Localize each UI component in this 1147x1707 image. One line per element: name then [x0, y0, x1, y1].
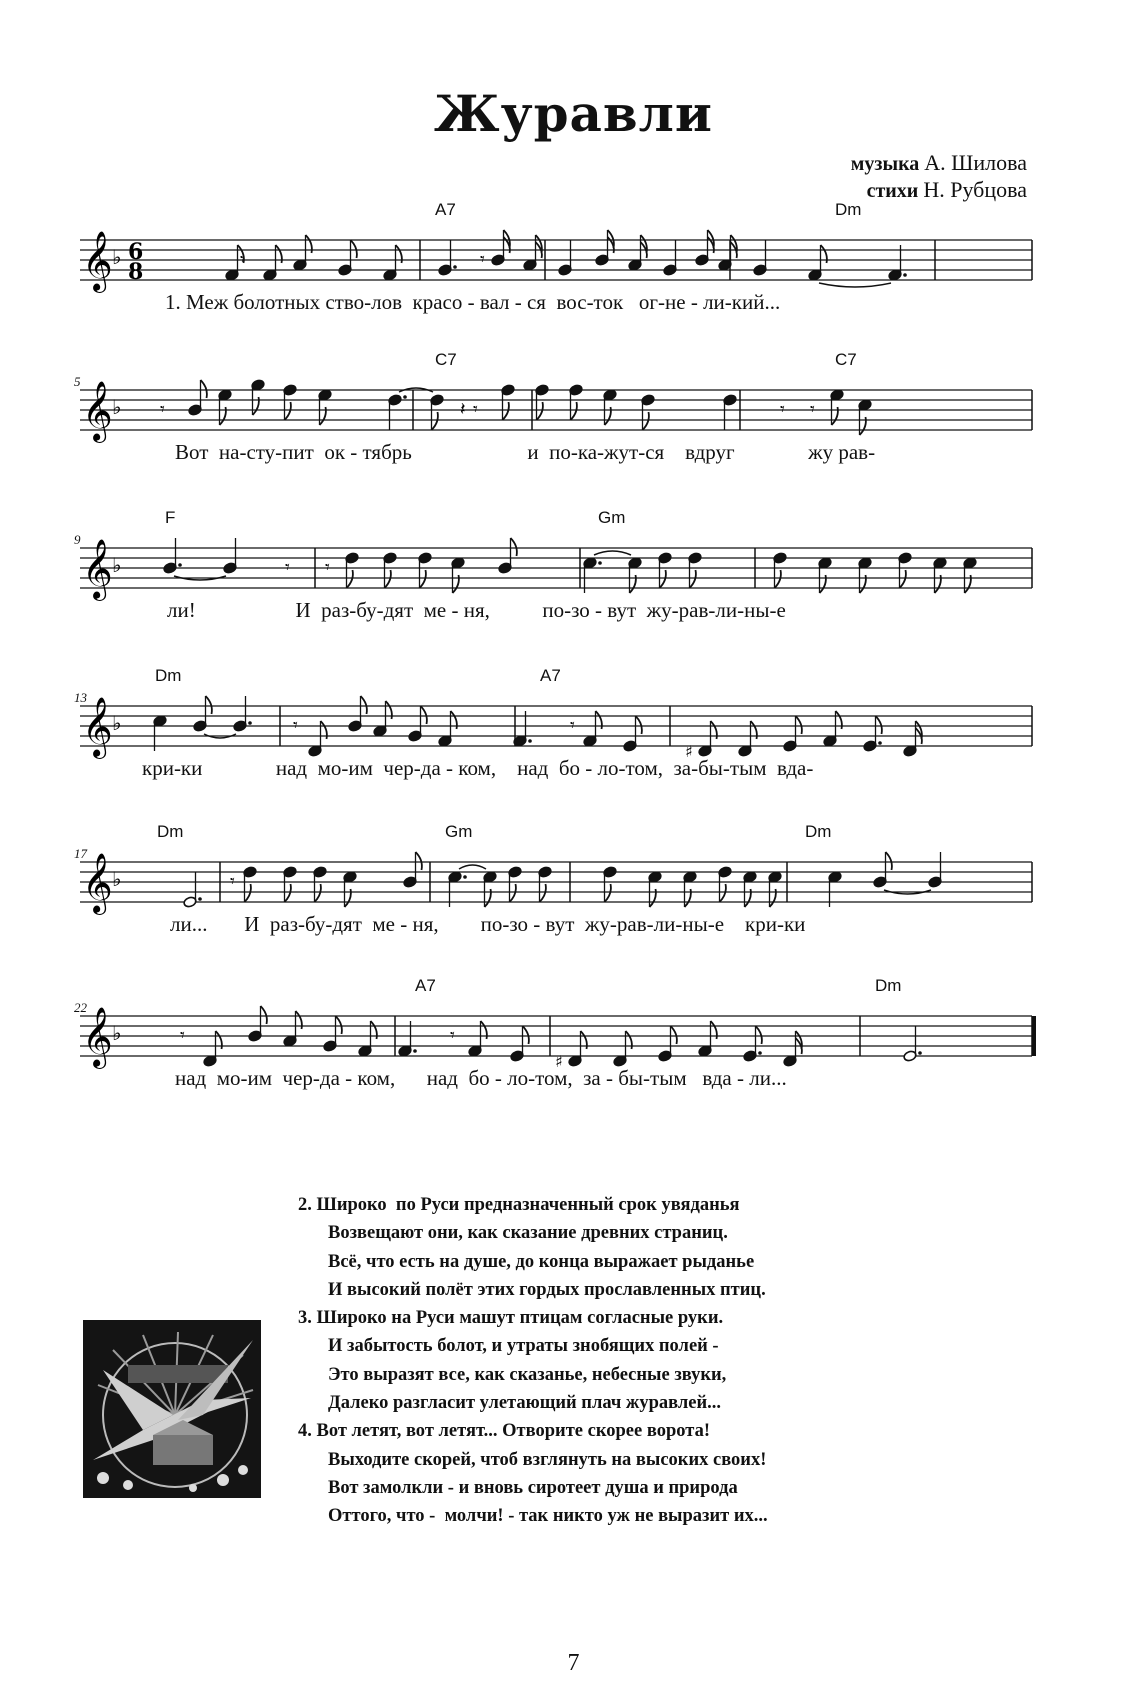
svg-text:𝄾: 𝄾 [570, 715, 575, 736]
note-icon [928, 852, 942, 888]
staff-system [80, 200, 1035, 338]
treble-clef-icon: 𝄞 [82, 381, 113, 441]
measure-number: 22 [74, 1000, 87, 1015]
flat-key-signature-icon: ♭ [112, 867, 122, 891]
flat-key-signature-icon: ♭ [112, 395, 122, 419]
flat-key-signature-icon: ♭ [112, 553, 122, 577]
flat-key-signature-icon: ♭ [112, 1021, 122, 1045]
svg-text:𝄾: 𝄾 [810, 399, 815, 420]
note-icon [603, 866, 617, 902]
chord-symbol: Dm [155, 666, 182, 685]
note-icon [663, 240, 677, 276]
chord-symbol: Dm [805, 822, 832, 841]
rest-icon [293, 715, 298, 736]
sharp-icon: ♯ [555, 1052, 563, 1071]
staff-system [74, 666, 1035, 804]
lyrics-line: ли... И раз-бу-дят ме - ня, по-зо - вут жу-рав-ли-ны-е кри-ки [170, 912, 806, 936]
note-icon [223, 538, 237, 574]
verse-line: 4. Вот летят, вот летят... Отворите скорее ворота! [298, 1421, 710, 1442]
verse-line: Это выразят все, как сказанье, небесные звуки, [328, 1364, 727, 1385]
verse-line: Всё, что есть на душе, до конца выражает рыданье [328, 1251, 755, 1272]
note-icon [383, 552, 397, 588]
note-icon [873, 852, 892, 888]
note-icon [323, 1016, 342, 1052]
note-icon [408, 706, 427, 742]
measure-number: 17 [74, 846, 87, 861]
chord-symbol: A7 [435, 200, 456, 219]
staff-system [74, 350, 1035, 488]
svg-text:𝄾: 𝄾 [285, 557, 290, 578]
chord-symbol: F [165, 508, 176, 527]
flat-key-signature-icon: ♭ [112, 245, 122, 269]
note-icon [233, 696, 252, 732]
staff-system [74, 508, 1035, 646]
measure-number: 5 [74, 374, 81, 389]
lyrics-line: над мо-им чер-да - ком, над бо - ло-том, за - бы-тым вда - ли... [175, 1066, 787, 1090]
note-icon [898, 552, 912, 588]
note-icon [508, 866, 522, 902]
note-icon [403, 852, 422, 888]
note-icon [430, 394, 444, 430]
note-icon [498, 538, 517, 574]
rest-icon [285, 557, 290, 578]
verse-line: Далеко разгласит улетающий плач журавлей... [328, 1393, 721, 1414]
treble-clef-icon: 𝄞 [82, 539, 113, 599]
rest-icon [450, 1025, 455, 1046]
note-icon [558, 240, 572, 276]
note-icon [569, 384, 583, 420]
chord-symbol: Gm [598, 508, 626, 527]
note-icon [555, 1031, 587, 1071]
note-icon [538, 866, 552, 902]
note-icon [188, 380, 207, 416]
note-icon [783, 716, 802, 752]
note-icon [718, 866, 732, 902]
verse-line: Вот замолкли - и вновь сиротеет душа и природа [328, 1477, 738, 1498]
verses-block [298, 1191, 768, 1531]
tie-icon [819, 283, 891, 287]
page-number: 7 [567, 1650, 580, 1676]
note-icon [338, 240, 357, 276]
note-icon [248, 1006, 267, 1042]
note-icon [348, 696, 367, 732]
svg-text:𝄾: 𝄾 [240, 249, 245, 270]
chord-symbol: Dm [835, 200, 862, 219]
tie-icon [459, 865, 486, 869]
rest-icon [473, 399, 478, 420]
time-signature-top: 6 [128, 239, 144, 265]
verse-line: Выходите скорей, чтоб взглянуть на высоких своих! [328, 1449, 767, 1470]
svg-text:𝄾: 𝄾 [325, 557, 330, 578]
note-icon [510, 1026, 529, 1062]
note-icon [193, 696, 212, 732]
note-icon [723, 394, 737, 430]
note-icon [595, 230, 614, 266]
note-icon [685, 721, 717, 761]
lyrics-line: 1. Меж болотных ство-лов красо - вал - ся вос-ток ог-не - ли-кий... [165, 290, 781, 314]
sharp-icon: ♯ [685, 742, 693, 761]
lyrics-line: ли! И раз-бу-дят ме - ня, по-зо - вут жу-рав-ли-ны-е [167, 598, 786, 622]
rest-icon [180, 1025, 185, 1046]
lyrics-credit [851, 177, 1027, 204]
rest-icon [570, 715, 575, 736]
composer: А. Шилова [924, 150, 1027, 175]
note-icon [438, 240, 457, 276]
note-icon [658, 1026, 677, 1062]
rest-icon [480, 249, 485, 270]
chord-symbol: Gm [445, 822, 473, 841]
note-icon [243, 866, 257, 902]
note-icon [695, 230, 714, 266]
note-icon [658, 552, 672, 588]
lyrics-line: Вот на-сту-пит ок - тябрь и по-ка-жут-ся вдруг жу рав- [175, 440, 876, 464]
note-icon [163, 538, 182, 574]
svg-text:𝄾: 𝄾 [293, 715, 298, 736]
chord-symbol: Dm [875, 976, 902, 995]
svg-text:𝄾: 𝄾 [450, 1025, 455, 1046]
treble-clef-icon: 𝄞 [82, 231, 113, 291]
measure-number: 9 [74, 532, 81, 547]
credits [851, 150, 1027, 204]
note-icon [183, 872, 202, 908]
rest-icon [230, 871, 235, 892]
crane-woodcut-icon [83, 1320, 261, 1498]
note-icon [491, 230, 510, 266]
staff-system [74, 822, 1035, 960]
music-label: музыка [850, 153, 920, 175]
note-icon [283, 384, 297, 420]
treble-clef-icon: 𝄞 [82, 1007, 113, 1067]
chord-symbol: C7 [435, 350, 457, 369]
svg-text:𝄾: 𝄾 [230, 871, 235, 892]
rest-icon [460, 399, 466, 420]
note-icon [418, 552, 432, 588]
lyricist: Н. Рубцова [923, 177, 1027, 202]
note-icon [773, 552, 787, 588]
note-icon [345, 552, 359, 588]
note-icon [903, 1026, 922, 1062]
note-icon [535, 384, 549, 420]
svg-text:𝄾: 𝄾 [480, 249, 485, 270]
note-icon [388, 394, 407, 430]
note-icon [753, 240, 767, 276]
note-icon [688, 552, 702, 588]
note-icon [313, 866, 327, 902]
measure-number: 13 [74, 690, 87, 705]
rest-icon [160, 399, 165, 420]
verse-line: И высокий полёт этих гордых прославленных птиц. [328, 1279, 766, 1300]
tie-icon [594, 551, 631, 555]
verse-line: Оттого, что - молчи! - так никто уж не выразит их... [328, 1506, 768, 1527]
treble-clef-icon: 𝄞 [82, 697, 113, 757]
treble-clef-icon: 𝄞 [82, 853, 113, 913]
time-signature-bottom: 8 [128, 259, 144, 285]
note-icon [743, 1026, 762, 1062]
chord-symbol: C7 [835, 350, 857, 369]
chord-symbol: A7 [415, 976, 436, 995]
note-icon [501, 384, 515, 420]
flat-key-signature-icon: ♭ [112, 711, 122, 735]
music-credit [851, 150, 1027, 177]
chord-symbol: A7 [540, 666, 561, 685]
crane-illustration [83, 1320, 261, 1498]
rest-icon [325, 557, 330, 578]
lyrics-line: кри-ки над мо-им чер-да - ком, над бо - ло-том, за-бы-тым вда- [142, 756, 814, 780]
note-icon [623, 716, 642, 752]
svg-text:𝄾: 𝄾 [160, 399, 165, 420]
svg-text:𝄾: 𝄾 [180, 1025, 185, 1046]
note-icon [863, 716, 882, 752]
svg-text:𝄾: 𝄾 [780, 399, 785, 420]
song-title: Журавли [433, 84, 714, 143]
note-icon [283, 866, 297, 902]
lyrics-label: стихи [866, 180, 919, 202]
svg-text:𝄽: 𝄽 [460, 399, 466, 420]
rest-icon [780, 399, 785, 420]
svg-text:𝄾: 𝄾 [473, 399, 478, 420]
staff-system [74, 976, 1035, 1114]
chord-symbol: Dm [157, 822, 184, 841]
verse-line: Возвещают они, как сказание древних страниц. [328, 1223, 728, 1244]
verse-line: И забытость болот, и утраты знобящих полей - [328, 1336, 719, 1357]
verse-line: 3. Широко на Руси машут птицам согласные руки. [298, 1308, 724, 1329]
note-icon [641, 394, 655, 430]
verse-line: 2. Широко по Руси предназначенный срок увяданья [298, 1195, 740, 1215]
rest-icon [810, 399, 815, 420]
